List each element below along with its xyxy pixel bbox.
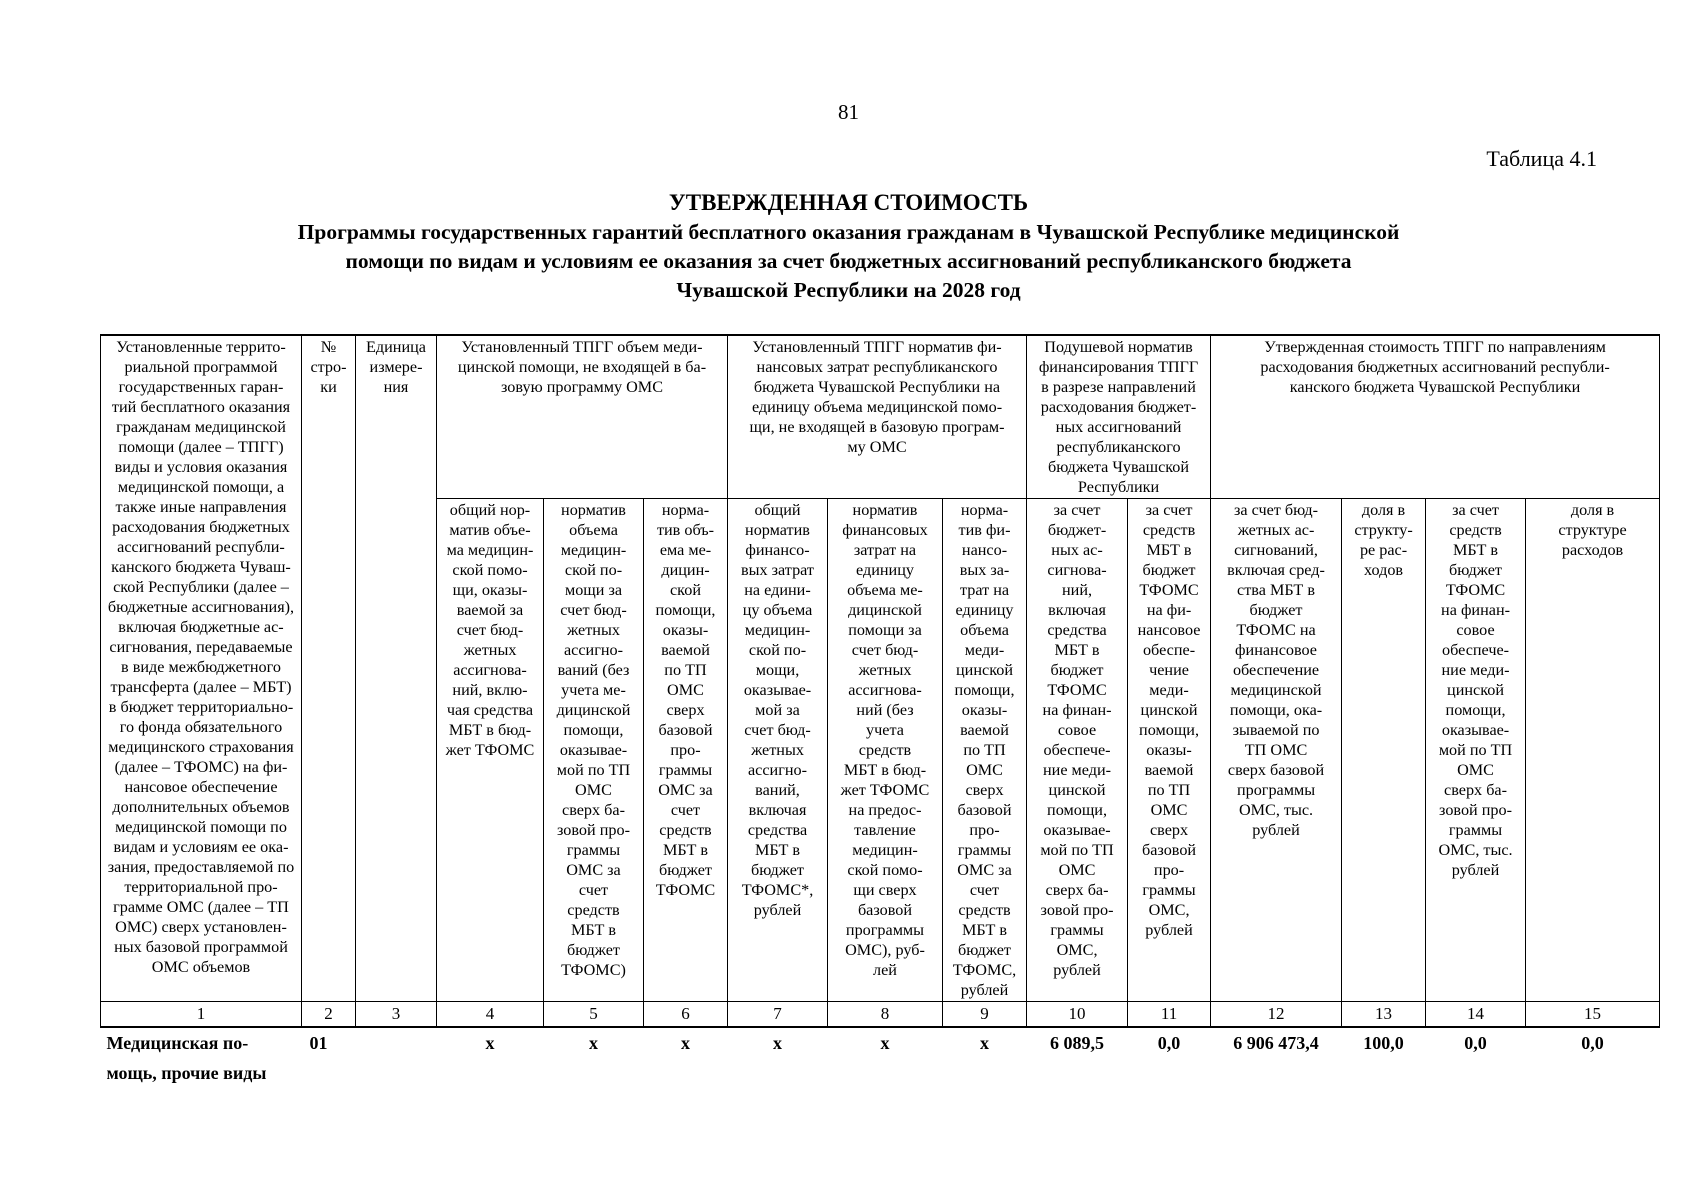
header-col-8: норматив финансовых затрат на единицу объема ме- дицинской помощи за счет бюд- жетных ассигнова- ний (без учета средств МБТ в бюд- жет ТФОМС на предос- тавление медицин- ской помо- щи сверх базовой программы ОМС), руб- лей: [828, 499, 943, 1002]
row-cell-15: 0,0: [1581, 1033, 1604, 1053]
page-number: 81: [838, 100, 859, 124]
column-number: 5: [544, 1002, 644, 1028]
header-row-groups: [101, 335, 1660, 499]
row-unit: [356, 1027, 437, 1089]
column-number: 7: [728, 1002, 828, 1028]
column-number: 3: [356, 1002, 437, 1028]
row-line-number: 01: [309, 1033, 328, 1053]
title-sub-line-2: помощи по видам и условиям ее оказания за счет бюджетных ассигнований республиканского бюджета: [345, 249, 1352, 273]
document-title: [150, 188, 1547, 305]
row-cell-8: х: [880, 1033, 890, 1053]
header-col-6: норма- тив объ- ема ме- дицин- ской помощи, оказы- ваемой по ТП ОМС сверх базовой про- граммы ОМС за счет средств МБТ в бюджет ТФОМС: [644, 499, 728, 1002]
header-col-2: № стро- ки: [302, 335, 356, 1002]
table-label: Таблица 4.1: [1486, 146, 1597, 171]
column-number-row: [101, 1002, 1660, 1028]
title-sub-line-3: Чувашской Республики на 2028 год: [676, 278, 1021, 302]
header-col-15: доля в структуре расходов: [1526, 499, 1660, 1002]
row-cell-4: х: [485, 1033, 495, 1053]
cost-table: [100, 334, 1660, 1089]
header-col-13: доля в структу- ре рас- ходов: [1342, 499, 1426, 1002]
header-col-3: Единица измере- ния: [356, 335, 437, 1002]
row-service-name: Медицинская по- мощь, прочие виды: [106, 1033, 267, 1083]
header-group-per-capita: Подушевой норматив финансирования ТПГГ в разрезе направлений расходования бюджет- ных ассигнований республиканского бюджета Чувашской Республики: [1027, 335, 1211, 499]
row-cell-7: х: [773, 1033, 782, 1053]
header-col-9: норма- тив фи- нансо- вых за- трат на единицу объема меди- цинской помощи, оказы- ваемой по ТП ОМС сверх базовой про- граммы ОМС за счет средств МБТ в бюджет ТФОМС, рублей: [943, 499, 1027, 1002]
row-cell-6: х: [681, 1033, 690, 1053]
header-group-norm: Установленный ТПГГ норматив фи- нансовых затрат республиканского бюджета Чувашской Республики на единицу объема медицинской помо- щи, не входящей в базовую програм- му ОМС: [728, 335, 1027, 499]
table-row: [101, 1027, 1660, 1089]
column-number: 13: [1342, 1002, 1426, 1028]
column-number: 10: [1027, 1002, 1128, 1028]
header-group-cost: Утвержденная стоимость ТПГГ по направлениям расходования бюджетных ассигнований республи- канского бюджета Чувашской Республики: [1211, 335, 1660, 499]
row-cell-9: х: [980, 1033, 990, 1053]
header-col-5: норматив объема медицин- ской по- мощи за счет бюд- жетных ассигно- ваний (без учета ме- дицинской помощи, оказывае- мой по ТП ОМС сверх ба- зовой про- граммы ОМС за счет средств МБТ в бюджет ТФОМС): [544, 499, 644, 1002]
row-cell-14: 0,0: [1464, 1033, 1487, 1053]
row-cell-10: 6 089,5: [1050, 1033, 1105, 1053]
column-number: 14: [1426, 1002, 1526, 1028]
header-col-12: за счет бюд- жетных ас- сигнований, включая сред- ства МБТ в бюджет ТФОМС на финансовое обеспечение медицинской помощи, ока- зываемой по ТП ОМС сверх базовой программы ОМС, тыс. рублей: [1211, 499, 1342, 1002]
row-cell-11: 0,0: [1157, 1033, 1181, 1053]
column-number: 15: [1526, 1002, 1660, 1028]
title-sub-line-1: Программы государственных гарантий бесплатного оказания гражданам в Чувашской Республике медицинской: [297, 220, 1400, 244]
header-col-14: за счет средств МБТ в бюджет ТФОМС на финан- совое обеспече- ние меди- цинской помощи, оказывае- мой по ТП ОМС сверх ба- зовой про- граммы ОМС, тыс. рублей: [1426, 499, 1526, 1002]
column-number: 2: [302, 1002, 356, 1028]
header-group-volume: Установленный ТПГГ объем меди- цинской помощи, не входящей в ба- зовую программу ОМС: [437, 335, 728, 499]
row-cell-5: х: [589, 1033, 598, 1053]
header-col-10: за счет бюджет- ных ас- сигнова- ний, включая средства МБТ в бюджет ТФОМС на финан- совое обеспече- ние меди- цинской помощи, оказывае- мой по ТП ОМС сверх ба- зовой про- граммы ОМС, рублей: [1027, 499, 1128, 1002]
column-number: 11: [1128, 1002, 1211, 1028]
row-cell-13: 100,0: [1363, 1033, 1404, 1053]
column-number: 6: [644, 1002, 728, 1028]
column-number: 9: [943, 1002, 1027, 1028]
row-cell-12: 6 906 473,4: [1233, 1033, 1319, 1053]
column-number: 8: [828, 1002, 943, 1028]
header-col-1: Установленные террито- риальной программой государственных гаран- тий бесплатного оказания гражданам медицинской помощи (далее – ТПГГ) виды и условия оказания медицинской помощи, а также иные направления расходования бюджетных ассигнований республи- канского бюджета Чуваш- ской Республики (далее – бюджетные ассигнования), включая бюджетные ас- сигнования, передаваемые в виде межбюджетного трансферта (далее – МБТ) в бюджет территориально- го фонда обязательного медицинского страхования (далее – ТФОМС) на фи- нансовое обеспечение дополнительных объемов медицинской помощи по видам и условиям ее ока- зания, предоставляемой по территориальной про- грамме ОМС (далее – ТП ОМС) сверх установлен- ных базовой программой ОМС объемов: [101, 335, 302, 1002]
column-number: 4: [437, 1002, 544, 1028]
header-col-11: за счет средств МБТ в бюджет ТФОМС на фи- нансовое обеспе- чение меди- цинской помощи, оказы- ваемой по ТП ОМС сверх базовой про- граммы ОМС, рублей: [1128, 499, 1211, 1002]
header-col-4: общий нор- матив объе- ма медицин- ской помо- щи, оказы- ваемой за счет бюд- жетных ассигнова- ний, вклю- чая средства МБТ в бюд- жет ТФОМС: [437, 499, 544, 1002]
column-number: 12: [1211, 1002, 1342, 1028]
title-main: УТВЕРЖДЕННАЯ СТОИМОСТЬ: [668, 190, 1029, 215]
header-col-7: общий норматив финансо- вых затрат на едини- цу объема медицин- ской по- мощи, оказывае- мой за счет бюд- жетных ассигно- ваний, включая средства МБТ в бюджет ТФОМС*, рублей: [728, 499, 828, 1002]
column-number: 1: [101, 1002, 302, 1028]
